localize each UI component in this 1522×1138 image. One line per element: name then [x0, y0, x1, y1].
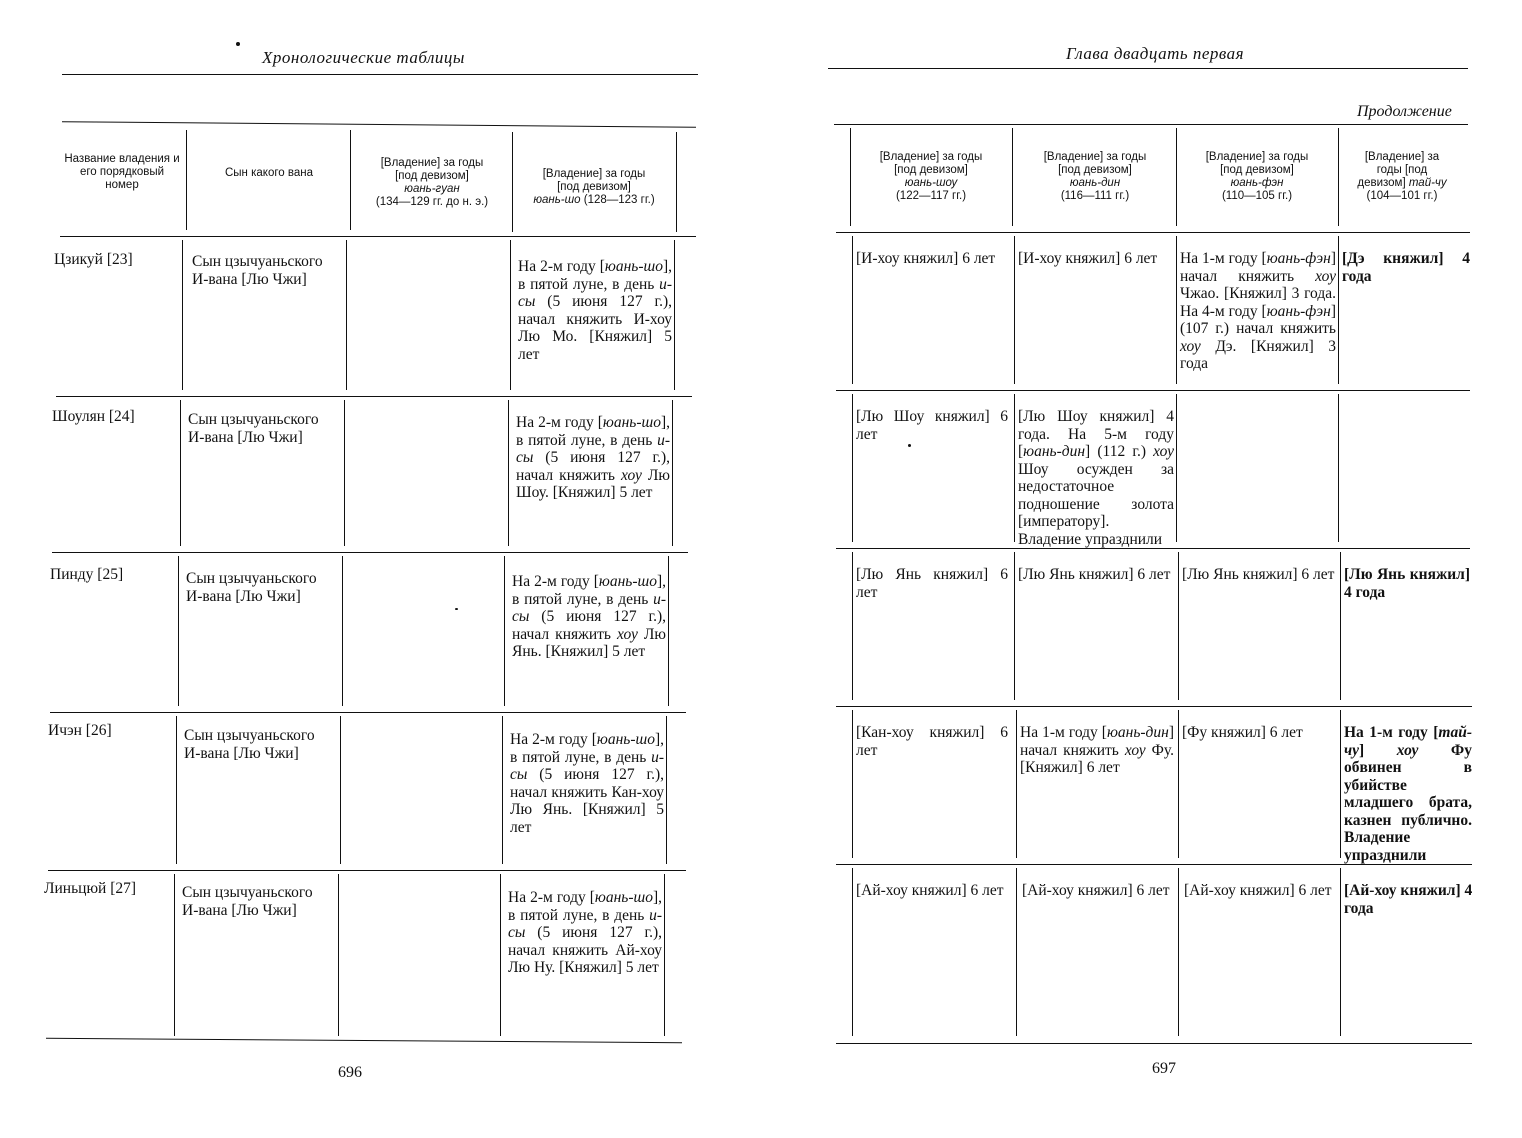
- tai-chu-cell: [Ай-хоу княжил] 4 года: [1344, 882, 1473, 917]
- column-divider: [1340, 552, 1341, 700]
- row-rule: [836, 390, 1470, 391]
- column-divider: [1176, 128, 1177, 226]
- domain-name: Пинду [25]: [50, 566, 124, 583]
- row-rule: [50, 712, 686, 713]
- yuan-shou-cell: [Кан-хоу княжил] 6 лет: [856, 724, 1008, 759]
- son-of-wang: Сын цзычуаньского И-вана [Лю Чжи]: [182, 884, 313, 919]
- yuan-feng-cell: [Фу княжил] 6 лет: [1182, 724, 1303, 741]
- yuan-shou-cell: [Лю Шоу княжил] 6 лет: [856, 408, 1008, 443]
- column-divider: [668, 556, 669, 706]
- column-divider: [676, 132, 677, 232]
- son-of-wang: Сын цзычуаньского И-вана [Лю Чжи]: [184, 727, 315, 762]
- yuan-feng-cell: [Ай-хоу княжил] 6 лет: [1184, 882, 1332, 899]
- column-divider: [338, 874, 339, 1036]
- header-bottom-rule: [836, 232, 1470, 233]
- table-bottom-rule: [836, 1043, 1472, 1044]
- column-divider: [664, 874, 665, 1036]
- column-divider: [344, 400, 345, 546]
- tai-chu-cell: На 1-м году [тай-чу] хоу Фу обвинен в убийстве младшего брата, казнен публично. Владение упразднили: [1344, 724, 1472, 864]
- column-divider: [186, 130, 187, 230]
- ink-dot: [908, 444, 911, 447]
- column-divider: [1178, 710, 1179, 858]
- head-rule: [828, 68, 1468, 69]
- yuan-shuo-cell: На 2-м году [юань-шо], в пятой луне, в день и-сы (5 июня 127 г.), начал княжить И-хоу Лю Мо. [Княжил] 5 лет: [518, 258, 672, 363]
- column-divider: [174, 874, 175, 1036]
- running-head: Хронологические таблицы: [262, 48, 465, 67]
- column-divider: [1014, 394, 1015, 542]
- row-rule: [48, 870, 686, 871]
- column-divider: [666, 716, 667, 864]
- column-divider: [510, 240, 511, 390]
- column-divider: [1176, 236, 1177, 384]
- yuan-feng-cell: На 1-м году [юань-фэн] начал княжить хоу Чжао. [Княжил] 3 года. На 4-м году [юань-фэн] (107 г.) начал княжить хоу Дэ. [Княжил] 3 года: [1180, 250, 1336, 372]
- son-of-wang: Сын цзычуаньского И-вана [Лю Чжи]: [192, 253, 323, 288]
- son-of-wang: Сын цзычуаньского И-вана [Лю Чжи]: [188, 411, 319, 446]
- yuan-shou-cell: [Ай-хоу княжил] 6 лет: [856, 882, 1004, 899]
- running-head: Глава двадцать первая: [1066, 44, 1245, 63]
- column-divider: [178, 556, 179, 706]
- yuan-ding-cell: [Лю Янь княжил] 6 лет: [1018, 566, 1171, 583]
- yuan-ding-cell: [Лю Шоу княжил] 4 года. На 5-м году [юань-дин] (112 г.) хоу Шоу осужден за недостаточное подношение золота [императору]. Владение упразднили: [1018, 408, 1174, 548]
- column-divider: [1014, 552, 1015, 700]
- column-divider: [1338, 128, 1339, 226]
- column-divider: [674, 240, 675, 390]
- yuan-shou-cell: [И-хоу княжил] 6 лет: [856, 250, 996, 267]
- column-divider: [500, 874, 501, 1036]
- column-divider: [852, 552, 853, 700]
- column-divider: [1014, 236, 1015, 384]
- column-divider: [342, 556, 343, 706]
- column-divider: [1016, 868, 1017, 1036]
- header-bottom-rule: [60, 236, 696, 237]
- table-top-rule: [62, 121, 696, 128]
- ink-dot: [236, 42, 240, 46]
- column-divider: [852, 710, 853, 858]
- column-divider: [176, 716, 177, 864]
- row-rule: [52, 552, 688, 553]
- column-divider: [1016, 710, 1017, 858]
- page-number: 696: [338, 1064, 362, 1081]
- yuan-shuo-cell: На 2-м году [юань-шо], в пятой луне, в день и-сы (5 июня 127 г.), начал княжить хоу Лю Шоу. [Княжил] 5 лет: [516, 414, 671, 501]
- yuan-ding-cell: [И-хоу княжил] 6 лет: [1018, 250, 1158, 267]
- yuan-ding-cell: На 1-м году [юань-дин] начал княжить хоу Фу. [Княжил] 6 лет: [1020, 724, 1175, 776]
- right-page: [760, 0, 1522, 1138]
- row-rule: [836, 548, 1470, 549]
- ink-dot: [455, 608, 458, 610]
- yuan-shuo-cell: На 2-м году [юань-шо], в пятой луне, в день и-сы (5 июня 127 г.), начал княжить Ай-хоу Лю Ну. [Княжил] 5 лет: [508, 889, 662, 976]
- domain-name: Линьцюй [27]: [44, 880, 137, 897]
- column-divider: [504, 556, 505, 706]
- column-divider: [1178, 552, 1179, 700]
- column-divider: [502, 716, 503, 864]
- yuan-shou-cell: [Лю Янь княжил] 6 лет: [856, 566, 1008, 601]
- column-divider: [852, 868, 853, 1036]
- yuan-ding-cell: [Ай-хоу княжил] 6 лет: [1022, 882, 1170, 899]
- continued-label: Продолжение: [1357, 103, 1452, 120]
- column-header: Сын какого вана: [224, 167, 313, 179]
- row-rule: [836, 706, 1472, 707]
- tai-chu-cell: [Дэ княжил] 4 года: [1342, 250, 1470, 285]
- column-header: [Владение] за годы [под девизом] юань-фэн (110—105 гг.): [1205, 151, 1309, 202]
- domain-name: Цзикуй [23]: [54, 251, 133, 268]
- column-divider: [182, 240, 183, 390]
- son-of-wang: Сын цзычуаньского И-вана [Лю Чжи]: [186, 570, 317, 605]
- column-divider: [850, 128, 851, 226]
- table-bottom-rule: [46, 1038, 682, 1043]
- column-divider: [350, 130, 351, 230]
- column-divider: [340, 716, 341, 864]
- table-top-rule: [834, 124, 1468, 125]
- yuan-shuo-cell: На 2-м году [юань-шо], в пятой луне, в день и-сы (5 июня 127 г.), начал княжить Кан-хоу Лю Янь. [Княжил] 5 лет: [510, 731, 664, 836]
- tai-chu-cell: [Лю Янь княжил] 4 года: [1344, 566, 1470, 601]
- column-divider: [1338, 394, 1339, 542]
- yuan-shuo-cell: На 2-м году [юань-шо], в пятой луне, в день и-сы (5 июня 127 г.), начал княжить хоу Лю Янь. [Княжил] 5 лет: [512, 573, 667, 660]
- domain-name: Шоулян [24]: [52, 408, 135, 425]
- column-divider: [1176, 394, 1177, 542]
- column-divider: [1012, 128, 1013, 226]
- yuan-feng-cell: [Лю Янь княжил] 6 лет: [1182, 566, 1335, 583]
- column-divider: [512, 132, 513, 232]
- column-divider: [180, 400, 181, 546]
- column-header: [Владение] за годы [под девизом] юань-шоу (122—117 гг.): [879, 151, 983, 202]
- column-divider: [852, 394, 853, 542]
- column-divider: [1178, 868, 1179, 1036]
- column-header: [Владение] за годы [под девизом] тай-чу (104—101 гг.): [1357, 151, 1447, 202]
- column-header: [Владение] за годы [под девизом] юань-дин (116—111 гг.): [1043, 151, 1147, 202]
- row-rule: [836, 864, 1472, 865]
- row-rule: [56, 396, 692, 397]
- column-header: Название владения и его порядковый номер: [64, 153, 180, 191]
- column-divider: [1340, 710, 1341, 858]
- column-divider: [672, 400, 673, 546]
- column-divider: [1340, 868, 1341, 1036]
- column-header: [Владение] за годы [под девизом] юань-гуан (134—129 гг. до н. э.): [375, 157, 489, 208]
- column-divider: [508, 400, 509, 546]
- column-divider: [852, 236, 853, 384]
- page-number: 697: [1152, 1060, 1176, 1077]
- domain-name: Ичэн [26]: [48, 722, 112, 739]
- left-page: [0, 0, 760, 1138]
- head-rule: [62, 74, 698, 75]
- column-header: [Владение] за годы [под девизом] юань-шо (128—123 гг.): [533, 168, 655, 206]
- column-divider: [1338, 236, 1339, 384]
